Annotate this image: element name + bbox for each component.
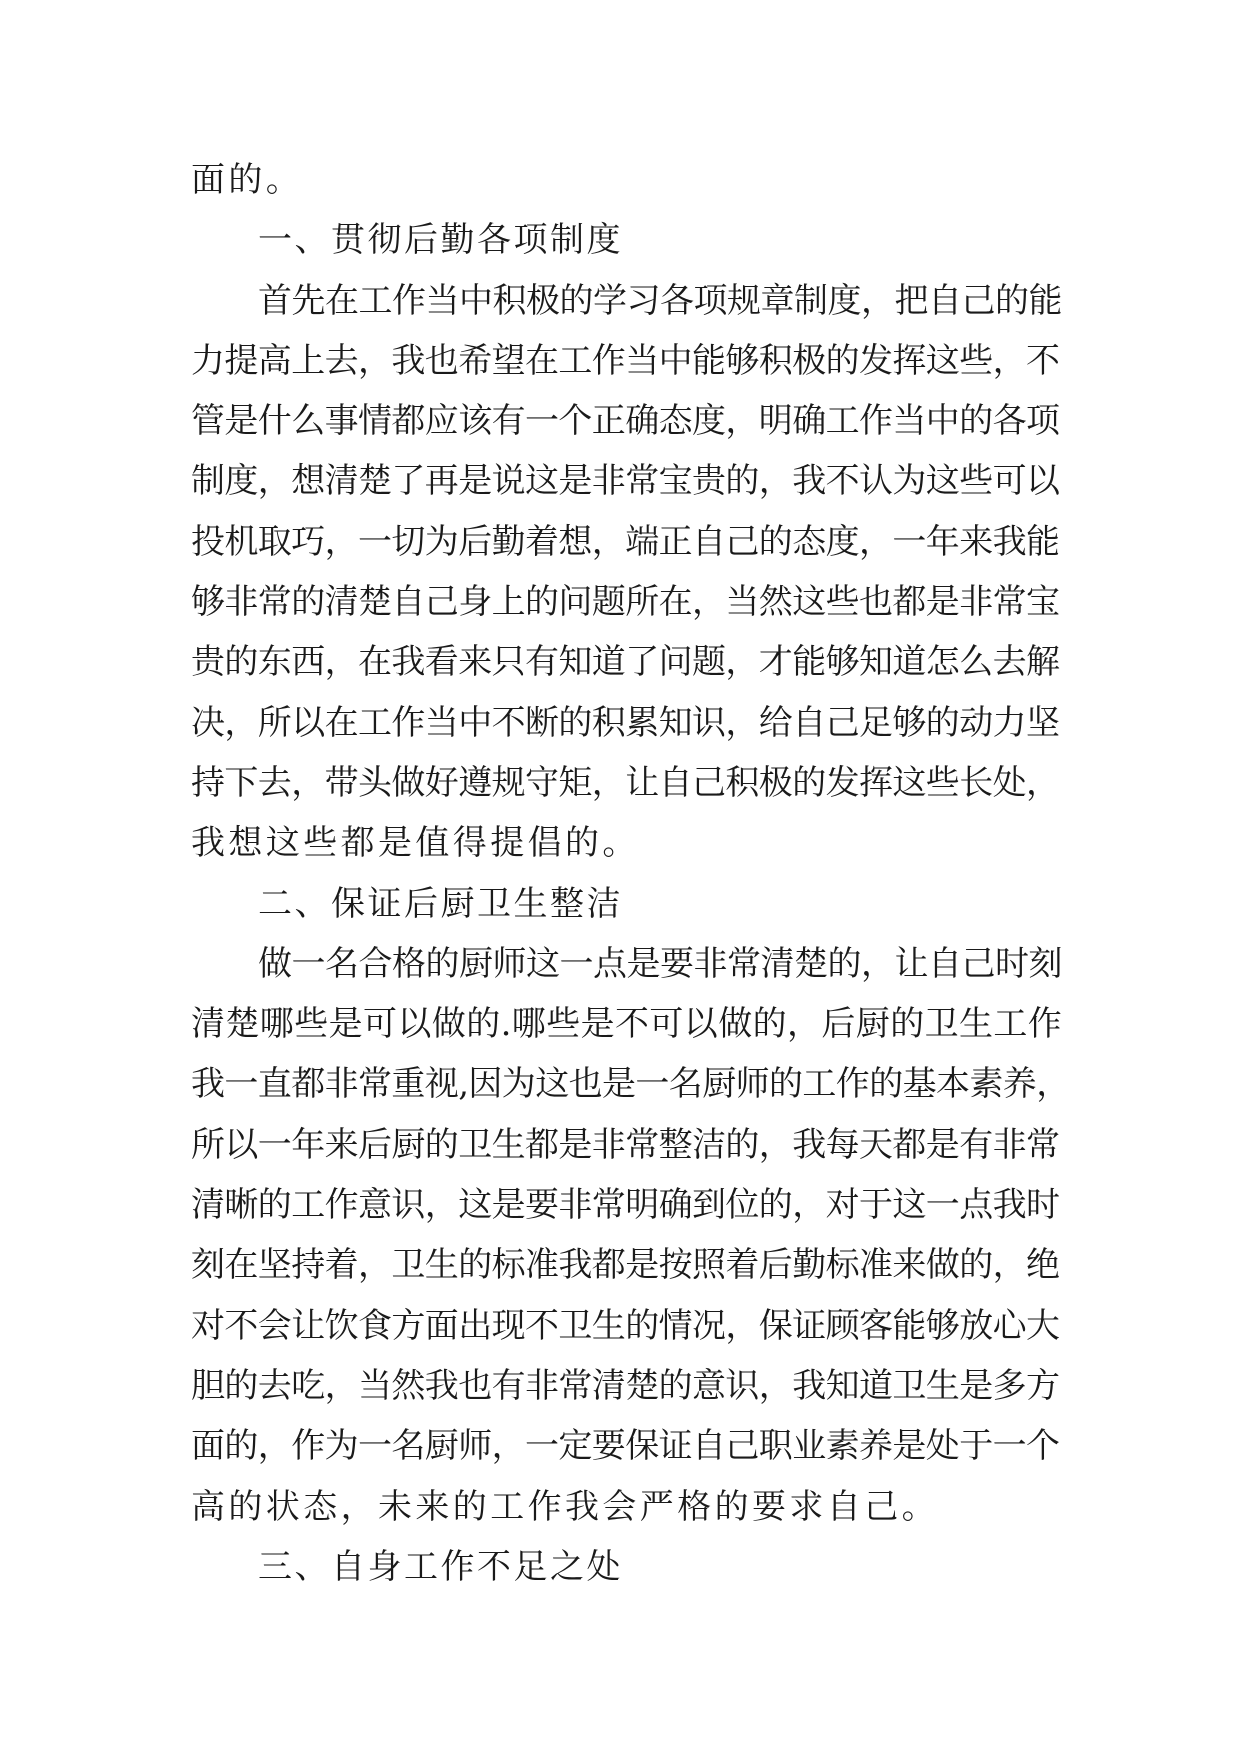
section-heading-2: 二、保证后厨卫生整洁 — [258, 883, 623, 924]
document-body — [191, 150, 1071, 1597]
paragraph-line: 投机取巧，一切为后勤着想，端正自己的态度，一年来我能 — [191, 521, 1060, 562]
paragraph-line: 制度，想清楚了再是说这是非常宝贵的，我不认为这些可以 — [191, 461, 1060, 502]
paragraph-line: 清晰的工作意识，这是要非常明确到位的，对于这一点我时 — [191, 1185, 1060, 1226]
paragraph-line: 够非常的清楚自己身上的问题所在，当然这些也都是非常宝 — [191, 582, 1060, 623]
paragraph-line: 对不会让饮食方面出现不卫生的情况，保证顾客能够放心大 — [191, 1305, 1060, 1346]
paragraph-line: 我一直都非常重视,因为这也是一名厨师的工作的基本素养， — [191, 1064, 1070, 1105]
paragraph-line: 首先在工作当中积极的学习各项规章制度，把自己的能 — [258, 280, 1062, 321]
paragraph-line: 面的。 — [191, 160, 304, 200]
paragraph-line: 清楚哪些是可以做的.哪些是不可以做的，后厨的卫生工作 — [191, 1004, 1063, 1045]
paragraph-line: 刻在坚持着，卫生的标准我都是按照着后勤标准来做的，绝 — [191, 1245, 1060, 1286]
paragraph-line: 面的，作为一名厨师，一定要保证自己职业素养是处于一个 — [191, 1426, 1060, 1467]
paragraph-line: 贵的东西，在我看来只有知道了问题，才能够知道怎么去解 — [191, 642, 1060, 683]
paragraph-line: 决，所以在工作当中不断的积累知识，给自己足够的动力坚 — [191, 702, 1060, 743]
paragraph-line: 所以一年来后厨的卫生都是非常整洁的，我每天都是有非常 — [191, 1124, 1060, 1165]
paragraph-line: 胆的去吃，当然我也有非常清楚的意识，我知道卫生是多方 — [191, 1365, 1060, 1406]
section-heading-1: 一、贯彻后勤各项制度 — [258, 220, 623, 261]
paragraph-line: 管是什么事情都应该有一个正确态度，明确工作当中的各项 — [191, 401, 1060, 442]
paragraph-line: 高的状态，未来的工作我会严格的要求自己。 — [191, 1486, 939, 1527]
section-heading-3: 三、自身工作不足之处 — [258, 1546, 623, 1587]
paragraph-line: 做一名合格的厨师这一点是要非常清楚的，让自己时刻 — [258, 943, 1062, 984]
paragraph-line: 我想这些都是值得提倡的。 — [191, 823, 640, 864]
paragraph-line: 持下去，带头做好遵规守矩，让自己积极的发挥这些长处， — [191, 762, 1060, 803]
paragraph-line: 力提高上去，我也希望在工作当中能够积极的发挥这些，不 — [191, 340, 1060, 381]
